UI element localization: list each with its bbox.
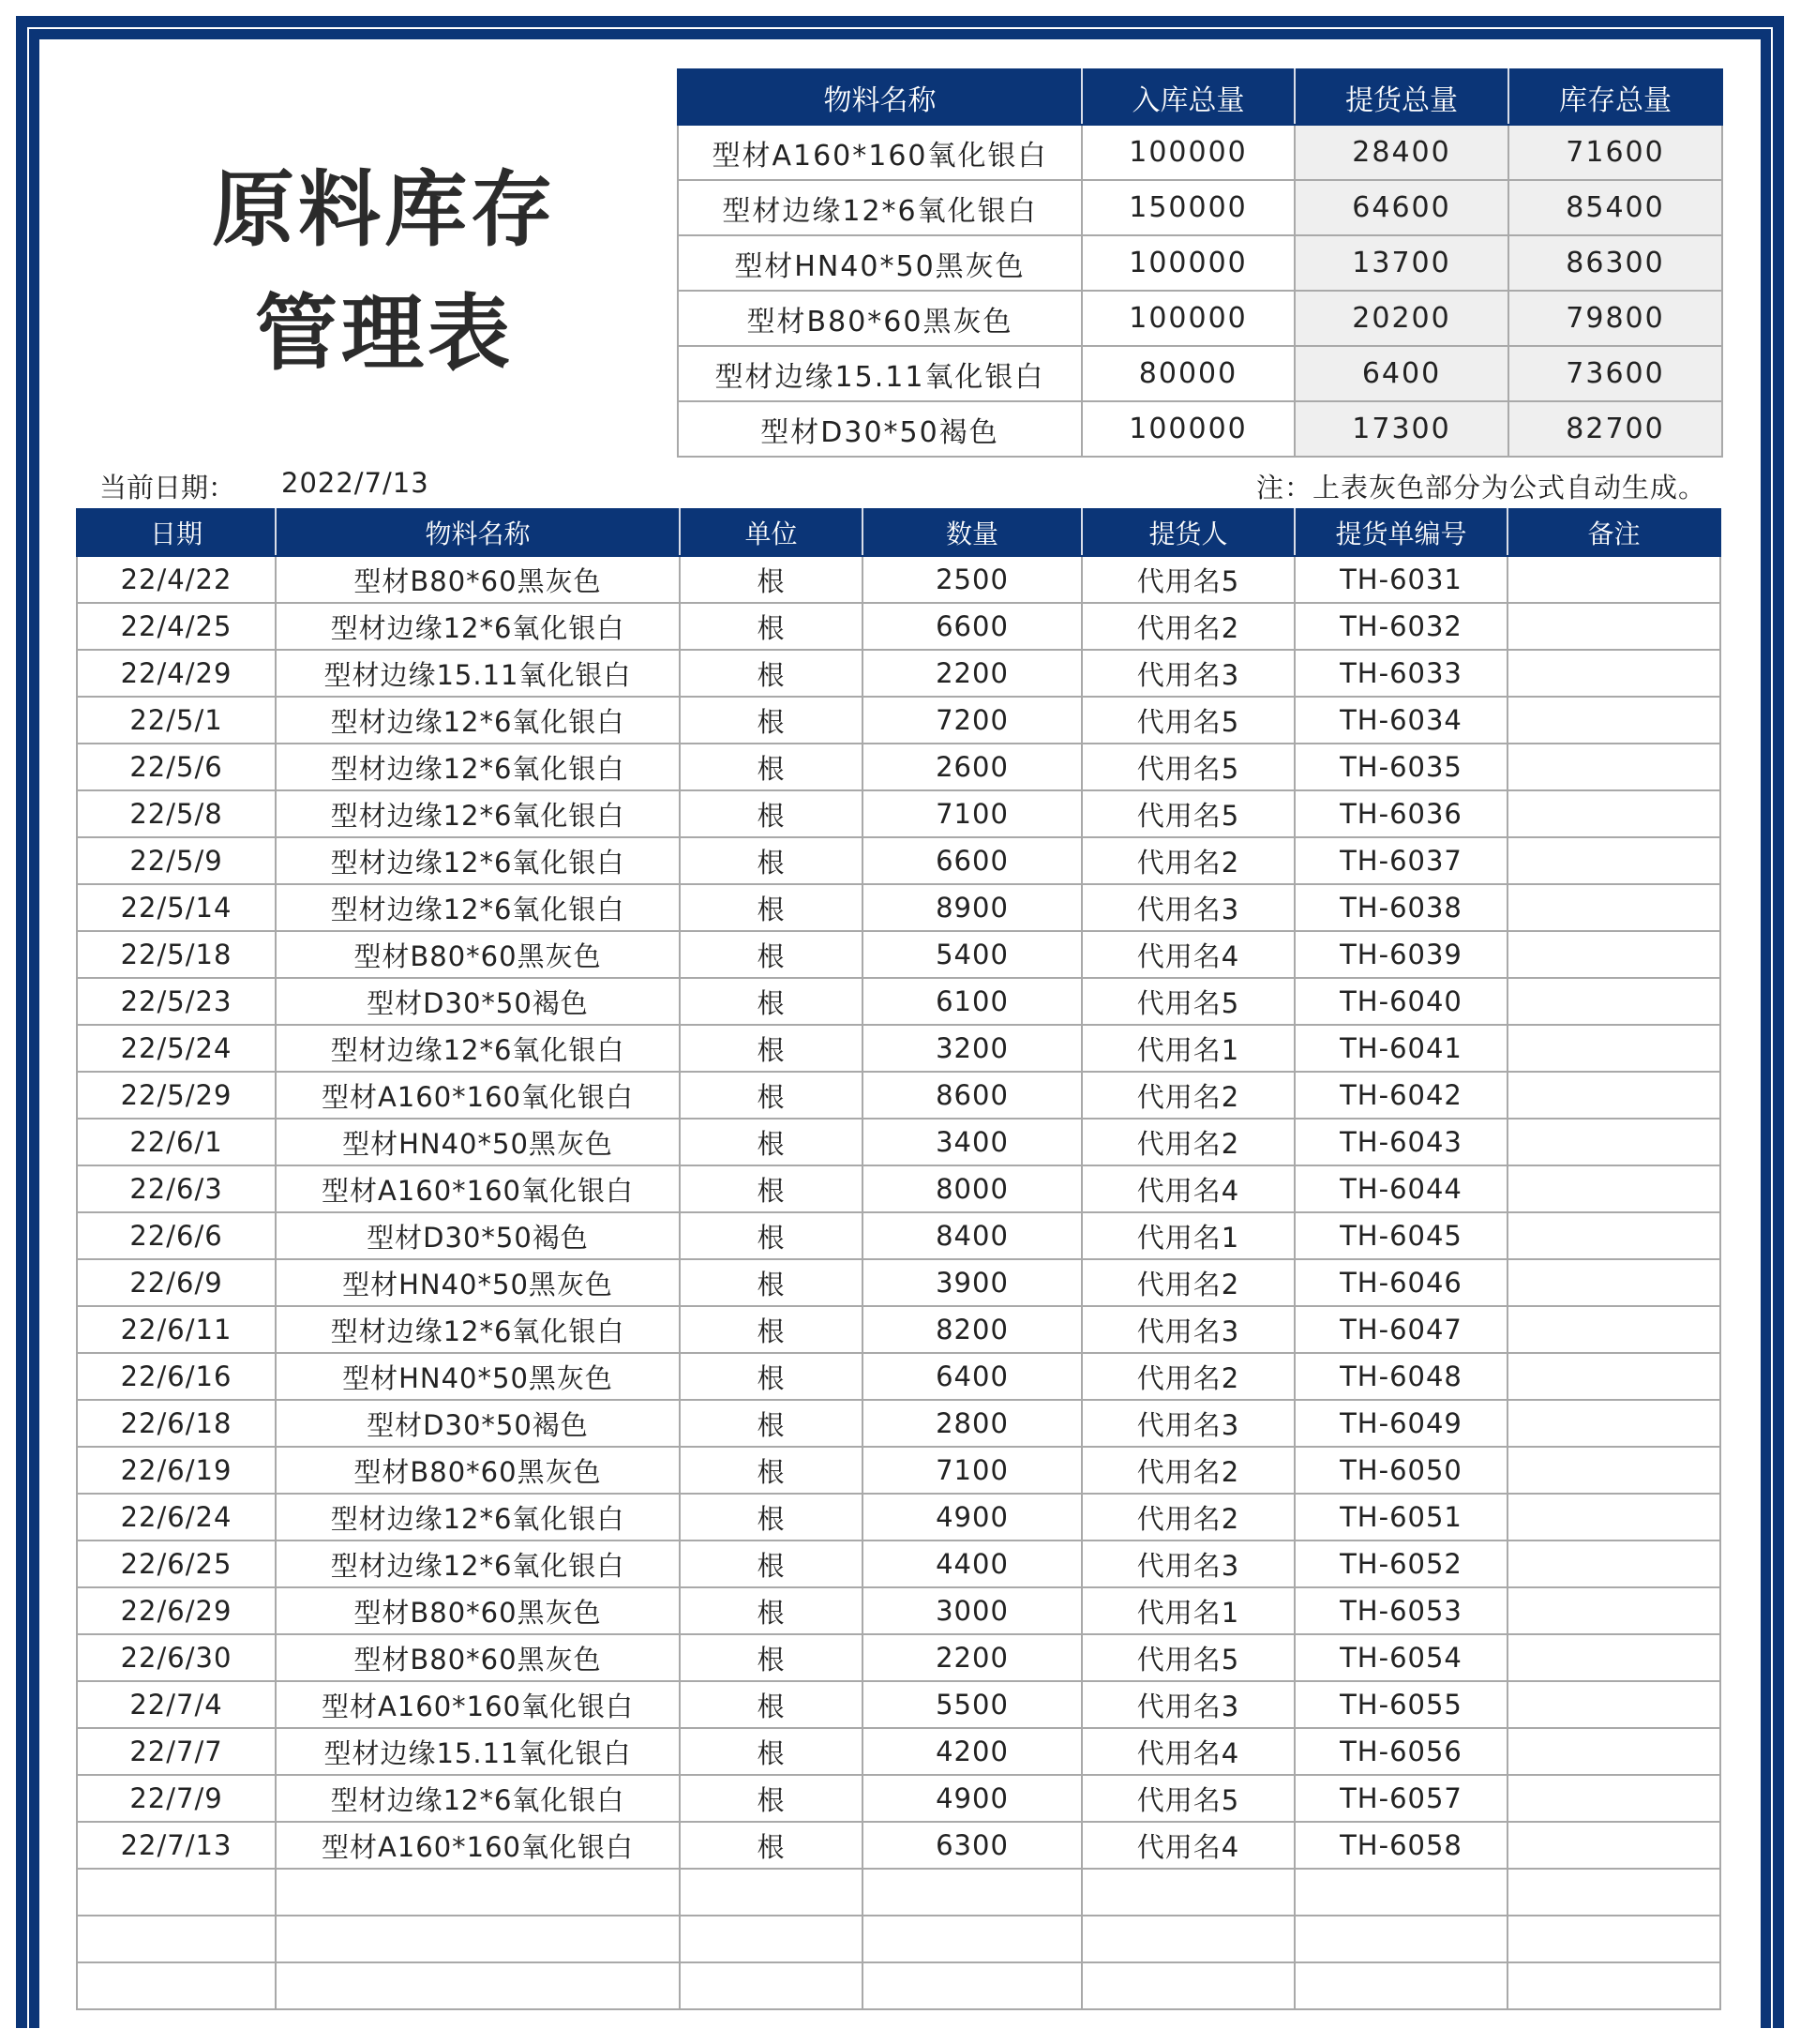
- ledger-cell-remark[interactable]: [1508, 1494, 1720, 1541]
- ledger-cell-remark[interactable]: [1508, 1306, 1720, 1353]
- summary-row: [678, 180, 1722, 235]
- ledger-cell-unit[interactable]: 根: [680, 931, 862, 978]
- ledger-cell-order-no[interactable]: TH-6042: [1295, 1072, 1508, 1119]
- ledger-cell-picker[interactable]: 代用名5: [1082, 556, 1295, 603]
- summary-cell-outbound[interactable]: 64600: [1295, 180, 1508, 235]
- ledger-cell-date[interactable]: 22/6/25: [77, 1541, 276, 1587]
- ledger-cell-date[interactable]: 22/7/9: [77, 1775, 276, 1822]
- ledger-cell-quantity[interactable]: 4900: [862, 1775, 1082, 1822]
- ledger-cell-unit[interactable]: 根: [680, 1587, 862, 1634]
- ledger-row: [77, 744, 1720, 790]
- ledger-cell-date[interactable]: 22/6/30: [77, 1634, 276, 1681]
- ledger-cell-remark[interactable]: [1508, 1353, 1720, 1400]
- ledger-row: [77, 603, 1720, 650]
- ledger-cell-quantity[interactable]: 3200: [862, 1025, 1082, 1072]
- summary-cell-material[interactable]: 型材D30*50褐色: [678, 401, 1082, 457]
- ledger-cell-date[interactable]: [77, 1962, 276, 2009]
- ledger-cell-quantity[interactable]: 6600: [862, 837, 1082, 884]
- ledger-cell-unit[interactable]: 根: [680, 1541, 862, 1587]
- current-date-label: 当前日期：: [99, 472, 236, 503]
- ledger-cell-order-no[interactable]: TH-6056: [1295, 1728, 1508, 1775]
- ledger-cell-picker[interactable]: 代用名2: [1082, 1072, 1295, 1119]
- ledger-cell-order-no[interactable]: TH-6053: [1295, 1587, 1508, 1634]
- ledger-cell-unit[interactable]: 根: [680, 1353, 862, 1400]
- summary-cell-inbound[interactable]: 100000: [1082, 235, 1295, 291]
- ledger-cell-material[interactable]: 型材B80*60黑灰色: [276, 556, 680, 603]
- ledger-cell-date[interactable]: 22/6/24: [77, 1494, 276, 1541]
- ledger-cell-order-no[interactable]: TH-6050: [1295, 1447, 1508, 1494]
- ledger-row: [77, 1634, 1720, 1681]
- ledger-cell-date[interactable]: 22/5/6: [77, 744, 276, 790]
- ledger-cell-date[interactable]: 22/6/16: [77, 1353, 276, 1400]
- ledger-cell-order-no[interactable]: TH-6043: [1295, 1119, 1508, 1165]
- ledger-cell-unit[interactable]: 根: [680, 556, 862, 603]
- ledger-cell-order-no[interactable]: TH-6051: [1295, 1494, 1508, 1541]
- summary-row: [678, 291, 1722, 346]
- ledger-cell-unit[interactable]: 根: [680, 1212, 862, 1259]
- ledger-cell-quantity[interactable]: [862, 1869, 1082, 1916]
- ledger-cell-quantity[interactable]: 7100: [862, 1447, 1082, 1494]
- ledger-cell-picker[interactable]: 代用名2: [1082, 1447, 1295, 1494]
- ledger-cell-picker[interactable]: 代用名5: [1082, 744, 1295, 790]
- summary-cell-inbound[interactable]: 100000: [1082, 401, 1295, 457]
- ledger-cell-remark[interactable]: [1508, 1447, 1720, 1494]
- ledger-row: [77, 837, 1720, 884]
- ledger-cell-order-no[interactable]: TH-6041: [1295, 1025, 1508, 1072]
- ledger-row: [77, 1962, 1720, 2009]
- summary-cell-stock[interactable]: 71600: [1508, 125, 1722, 180]
- ledger-cell-order-no[interactable]: TH-6033: [1295, 650, 1508, 697]
- ledger-cell-quantity[interactable]: 7100: [862, 790, 1082, 837]
- summary-header-stock: 库存总量: [1508, 69, 1722, 125]
- ledger-cell-unit[interactable]: 根: [680, 1400, 862, 1447]
- ledger-row: [77, 978, 1720, 1025]
- ledger-row: [77, 1916, 1720, 1962]
- ledger-cell-unit[interactable]: 根: [680, 1775, 862, 1822]
- ledger-cell-remark[interactable]: [1508, 837, 1720, 884]
- ledger-table: [76, 508, 1721, 2010]
- ledger-header-remark: 备注: [1508, 509, 1720, 556]
- ledger-cell-picker[interactable]: 代用名5: [1082, 1775, 1295, 1822]
- ledger-cell-remark[interactable]: [1508, 1259, 1720, 1306]
- summary-cell-inbound[interactable]: 100000: [1082, 291, 1295, 346]
- ledger-cell-quantity[interactable]: 2200: [862, 1634, 1082, 1681]
- ledger-cell-material[interactable]: 型材边缘12*6氧化银白: [276, 884, 680, 931]
- ledger-header-date: 日期: [77, 509, 276, 556]
- ledger-row: [77, 884, 1720, 931]
- ledger-cell-material[interactable]: 型材D30*50褐色: [276, 1212, 680, 1259]
- summary-cell-stock[interactable]: 82700: [1508, 401, 1722, 457]
- ledger-cell-picker[interactable]: 代用名2: [1082, 1119, 1295, 1165]
- ledger-cell-unit[interactable]: [680, 1869, 862, 1916]
- ledger-cell-quantity[interactable]: 2600: [862, 744, 1082, 790]
- ledger-cell-unit[interactable]: 根: [680, 1494, 862, 1541]
- ledger-cell-order-no[interactable]: TH-6040: [1295, 978, 1508, 1025]
- ledger-cell-quantity[interactable]: 5500: [862, 1681, 1082, 1728]
- ledger-row: [77, 1353, 1720, 1400]
- ledger-cell-order-no[interactable]: TH-6046: [1295, 1259, 1508, 1306]
- ledger-cell-remark[interactable]: [1508, 1119, 1720, 1165]
- ledger-cell-date[interactable]: 22/5/14: [77, 884, 276, 931]
- ledger-cell-remark[interactable]: [1508, 697, 1720, 744]
- ledger-cell-quantity[interactable]: 6400: [862, 1353, 1082, 1400]
- ledger-cell-remark[interactable]: [1508, 1822, 1720, 1869]
- ledger-cell-quantity[interactable]: 4400: [862, 1541, 1082, 1587]
- ledger-cell-order-no[interactable]: TH-6032: [1295, 603, 1508, 650]
- ledger-row: [77, 1541, 1720, 1587]
- ledger-cell-order-no[interactable]: TH-6044: [1295, 1165, 1508, 1212]
- ledger-row: [77, 697, 1720, 744]
- formula-note: 注：上表灰色部分为公式自动生成。: [1255, 472, 1706, 503]
- ledger-cell-date[interactable]: 22/5/23: [77, 978, 276, 1025]
- ledger-cell-remark[interactable]: [1508, 1400, 1720, 1447]
- ledger-cell-remark[interactable]: [1508, 1165, 1720, 1212]
- ledger-cell-unit[interactable]: 根: [680, 1822, 862, 1869]
- ledger-cell-remark[interactable]: [1508, 1869, 1720, 1916]
- summary-cell-outbound[interactable]: 20200: [1295, 291, 1508, 346]
- ledger-cell-material[interactable]: 型材边缘12*6氧化银白: [276, 837, 680, 884]
- ledger-cell-unit[interactable]: 根: [680, 1119, 862, 1165]
- ledger-cell-date[interactable]: 22/6/19: [77, 1447, 276, 1494]
- summary-cell-material[interactable]: 型材A160*160氧化银白: [678, 125, 1082, 180]
- ledger-cell-remark[interactable]: [1508, 1587, 1720, 1634]
- ledger-row: [77, 1119, 1720, 1165]
- summary-cell-outbound[interactable]: 17300: [1295, 401, 1508, 457]
- ledger-row: [77, 1212, 1720, 1259]
- ledger-cell-unit[interactable]: 根: [680, 1306, 862, 1353]
- ledger-cell-unit[interactable]: 根: [680, 1634, 862, 1681]
- ledger-cell-remark[interactable]: [1508, 790, 1720, 837]
- ledger-cell-picker[interactable]: 代用名5: [1082, 978, 1295, 1025]
- ledger-cell-quantity[interactable]: 4900: [862, 1494, 1082, 1541]
- ledger-cell-order-no[interactable]: TH-6037: [1295, 837, 1508, 884]
- ledger-cell-date[interactable]: 22/5/1: [77, 697, 276, 744]
- ledger-cell-picker[interactable]: 代用名1: [1082, 1587, 1295, 1634]
- ledger-cell-unit[interactable]: 根: [680, 1025, 862, 1072]
- ledger-cell-order-no[interactable]: TH-6036: [1295, 790, 1508, 837]
- ledger-cell-quantity[interactable]: 8000: [862, 1165, 1082, 1212]
- ledger-cell-material[interactable]: 型材边缘15.11氧化银白: [276, 650, 680, 697]
- ledger-cell-picker[interactable]: 代用名2: [1082, 837, 1295, 884]
- ledger-cell-remark[interactable]: [1508, 978, 1720, 1025]
- ledger-cell-material[interactable]: 型材边缘12*6氧化银白: [276, 603, 680, 650]
- ledger-cell-picker[interactable]: 代用名3: [1082, 650, 1295, 697]
- ledger-row: [77, 1728, 1720, 1775]
- ledger-cell-material[interactable]: 型材边缘15.11氧化银白: [276, 1728, 680, 1775]
- ledger-row: [77, 1775, 1720, 1822]
- ledger-cell-picker[interactable]: 代用名3: [1082, 1306, 1295, 1353]
- ledger-cell-date[interactable]: [77, 1916, 276, 1962]
- ledger-cell-material[interactable]: [276, 1869, 680, 1916]
- ledger-cell-remark[interactable]: [1508, 1025, 1720, 1072]
- ledger-cell-order-no[interactable]: TH-6052: [1295, 1541, 1508, 1587]
- ledger-row: [77, 1306, 1720, 1353]
- ledger-cell-unit[interactable]: 根: [680, 1447, 862, 1494]
- ledger-row: [77, 1587, 1720, 1634]
- ledger-row: [77, 1447, 1720, 1494]
- ledger-cell-quantity[interactable]: 3400: [862, 1119, 1082, 1165]
- ledger-row: [77, 1681, 1720, 1728]
- ledger-cell-material[interactable]: 型材B80*60黑灰色: [276, 1447, 680, 1494]
- summary-cell-stock[interactable]: 73600: [1508, 346, 1722, 401]
- ledger-cell-quantity[interactable]: 6600: [862, 603, 1082, 650]
- ledger-cell-date[interactable]: 22/5/29: [77, 1072, 276, 1119]
- ledger-cell-material[interactable]: 型材B80*60黑灰色: [276, 1634, 680, 1681]
- ledger-cell-unit[interactable]: [680, 1916, 862, 1962]
- ledger-row: [77, 1072, 1720, 1119]
- ledger-cell-order-no[interactable]: TH-6048: [1295, 1353, 1508, 1400]
- ledger-header-material: 物料名称: [276, 509, 680, 556]
- ledger-cell-date[interactable]: 22/6/18: [77, 1400, 276, 1447]
- current-date-value[interactable]: 2022/7/13: [281, 467, 429, 499]
- ledger-cell-picker[interactable]: 代用名2: [1082, 1494, 1295, 1541]
- ledger-cell-date[interactable]: 22/6/29: [77, 1587, 276, 1634]
- ledger-cell-date[interactable]: 22/6/11: [77, 1306, 276, 1353]
- ledger-cell-order-no[interactable]: TH-6049: [1295, 1400, 1508, 1447]
- ledger-cell-date[interactable]: 22/5/18: [77, 931, 276, 978]
- ledger-row: [77, 1822, 1720, 1869]
- page-title-line1: 原料库存: [211, 161, 557, 258]
- summary-header-outbound: 提货总量: [1295, 69, 1508, 125]
- ledger-cell-quantity[interactable]: [862, 1916, 1082, 1962]
- ledger-cell-material[interactable]: 型材B80*60黑灰色: [276, 1587, 680, 1634]
- ledger-cell-picker[interactable]: 代用名2: [1082, 1259, 1295, 1306]
- summary-table: [677, 68, 1723, 458]
- ledger-cell-remark[interactable]: [1508, 1916, 1720, 1962]
- ledger-cell-quantity[interactable]: 5400: [862, 931, 1082, 978]
- ledger-cell-date[interactable]: 22/7/4: [77, 1681, 276, 1728]
- ledger-cell-material[interactable]: 型材A160*160氧化银白: [276, 1165, 680, 1212]
- ledger-cell-unit[interactable]: 根: [680, 1728, 862, 1775]
- ledger-cell-quantity[interactable]: 7200: [862, 697, 1082, 744]
- ledger-cell-material[interactable]: 型材边缘12*6氧化银白: [276, 1306, 680, 1353]
- ledger-cell-picker[interactable]: 代用名4: [1082, 1728, 1295, 1775]
- ledger-cell-unit[interactable]: 根: [680, 837, 862, 884]
- ledger-cell-material[interactable]: 型材边缘12*6氧化银白: [276, 1775, 680, 1822]
- ledger-cell-picker[interactable]: 代用名2: [1082, 1353, 1295, 1400]
- ledger-cell-picker[interactable]: 代用名5: [1082, 790, 1295, 837]
- ledger-cell-unit[interactable]: 根: [680, 1259, 862, 1306]
- ledger-cell-remark[interactable]: [1508, 931, 1720, 978]
- ledger-cell-picker[interactable]: 代用名3: [1082, 884, 1295, 931]
- summary-cell-material[interactable]: 型材边缘12*6氧化银白: [678, 180, 1082, 235]
- summary-cell-material[interactable]: 型材B80*60黑灰色: [678, 291, 1082, 346]
- ledger-cell-unit[interactable]: 根: [680, 650, 862, 697]
- ledger-row: [77, 556, 1720, 603]
- summary-cell-material[interactable]: 型材边缘15.11氧化银白: [678, 346, 1082, 401]
- ledger-cell-unit[interactable]: 根: [680, 978, 862, 1025]
- ledger-cell-date[interactable]: 22/6/3: [77, 1165, 276, 1212]
- summary-row: [678, 401, 1722, 457]
- ledger-cell-quantity[interactable]: 8200: [862, 1306, 1082, 1353]
- ledger-row: [77, 1400, 1720, 1447]
- ledger-cell-picker[interactable]: 代用名3: [1082, 1400, 1295, 1447]
- ledger-cell-order-no[interactable]: TH-6039: [1295, 931, 1508, 978]
- ledger-header-order-no: 提货单编号: [1295, 509, 1508, 556]
- ledger-cell-material[interactable]: 型材边缘12*6氧化银白: [276, 697, 680, 744]
- ledger-cell-material[interactable]: 型材D30*50褐色: [276, 978, 680, 1025]
- ledger-cell-order-no[interactable]: TH-6058: [1295, 1822, 1508, 1869]
- ledger-cell-material[interactable]: 型材HN40*50黑灰色: [276, 1259, 680, 1306]
- ledger-row: [77, 1025, 1720, 1072]
- summary-row: [678, 346, 1722, 401]
- ledger-cell-date[interactable]: 22/6/6: [77, 1212, 276, 1259]
- ledger-cell-picker[interactable]: 代用名2: [1082, 603, 1295, 650]
- ledger-cell-quantity[interactable]: 8900: [862, 884, 1082, 931]
- summary-cell-stock[interactable]: 79800: [1508, 291, 1722, 346]
- summary-cell-inbound[interactable]: 100000: [1082, 125, 1295, 180]
- ledger-cell-quantity[interactable]: 3000: [862, 1587, 1082, 1634]
- ledger-cell-quantity[interactable]: 8600: [862, 1072, 1082, 1119]
- ledger-cell-material[interactable]: 型材D30*50褐色: [276, 1400, 680, 1447]
- ledger-cell-remark[interactable]: [1508, 744, 1720, 790]
- ledger-cell-quantity[interactable]: 4200: [862, 1728, 1082, 1775]
- ledger-cell-remark[interactable]: [1508, 1962, 1720, 2009]
- ledger-cell-remark[interactable]: [1508, 884, 1720, 931]
- ledger-cell-order-no[interactable]: TH-6038: [1295, 884, 1508, 931]
- ledger-cell-remark[interactable]: [1508, 1775, 1720, 1822]
- ledger-cell-material[interactable]: 型材HN40*50黑灰色: [276, 1119, 680, 1165]
- ledger-cell-material[interactable]: 型材边缘12*6氧化银白: [276, 744, 680, 790]
- ledger-cell-quantity[interactable]: 2500: [862, 556, 1082, 603]
- ledger-cell-unit[interactable]: 根: [680, 1681, 862, 1728]
- ledger-cell-date[interactable]: 22/5/24: [77, 1025, 276, 1072]
- ledger-cell-order-no[interactable]: [1295, 1962, 1508, 2009]
- summary-cell-material[interactable]: 型材HN40*50黑灰色: [678, 235, 1082, 291]
- ledger-cell-picker[interactable]: [1082, 1916, 1295, 1962]
- ledger-cell-quantity[interactable]: 6300: [862, 1822, 1082, 1869]
- summary-cell-stock[interactable]: 86300: [1508, 235, 1722, 291]
- ledger-cell-quantity[interactable]: 6100: [862, 978, 1082, 1025]
- ledger-row: [77, 1259, 1720, 1306]
- summary-cell-stock[interactable]: 85400: [1508, 180, 1722, 235]
- ledger-cell-date[interactable]: 22/4/22: [77, 556, 276, 603]
- ledger-cell-order-no[interactable]: [1295, 1869, 1508, 1916]
- summary-header-row: [678, 69, 1722, 125]
- ledger-cell-date[interactable]: 22/4/29: [77, 650, 276, 697]
- ledger-cell-unit[interactable]: 根: [680, 603, 862, 650]
- ledger-cell-material[interactable]: 型材A160*160氧化银白: [276, 1822, 680, 1869]
- ledger-cell-order-no[interactable]: TH-6045: [1295, 1212, 1508, 1259]
- summary-cell-outbound[interactable]: 13700: [1295, 235, 1508, 291]
- ledger-cell-picker[interactable]: [1082, 1962, 1295, 2009]
- ledger-cell-order-no[interactable]: TH-6047: [1295, 1306, 1508, 1353]
- ledger-row: [77, 1165, 1720, 1212]
- ledger-cell-quantity[interactable]: 3900: [862, 1259, 1082, 1306]
- ledger-cell-order-no[interactable]: TH-6055: [1295, 1681, 1508, 1728]
- ledger-header-picker: 提货人: [1082, 509, 1295, 556]
- ledger-cell-unit[interactable]: 根: [680, 697, 862, 744]
- ledger-cell-material[interactable]: 型材边缘12*6氧化银白: [276, 790, 680, 837]
- ledger-cell-date[interactable]: 22/6/1: [77, 1119, 276, 1165]
- ledger-cell-date[interactable]: 22/5/9: [77, 837, 276, 884]
- ledger-cell-order-no[interactable]: TH-6034: [1295, 697, 1508, 744]
- ledger-cell-material[interactable]: 型材A160*160氧化银白: [276, 1681, 680, 1728]
- ledger-cell-picker[interactable]: 代用名1: [1082, 1212, 1295, 1259]
- ledger-row: [77, 790, 1720, 837]
- ledger-cell-material[interactable]: [276, 1962, 680, 2009]
- summary-cell-outbound[interactable]: 28400: [1295, 125, 1508, 180]
- ledger-cell-material[interactable]: 型材边缘12*6氧化银白: [276, 1025, 680, 1072]
- ledger-cell-picker[interactable]: 代用名3: [1082, 1541, 1295, 1587]
- ledger-cell-remark[interactable]: [1508, 1212, 1720, 1259]
- ledger-cell-remark[interactable]: [1508, 556, 1720, 603]
- ledger-cell-order-no[interactable]: TH-6031: [1295, 556, 1508, 603]
- summary-row: [678, 235, 1722, 291]
- summary-row: [678, 125, 1722, 180]
- ledger-cell-picker[interactable]: 代用名5: [1082, 697, 1295, 744]
- summary-cell-inbound[interactable]: 150000: [1082, 180, 1295, 235]
- ledger-cell-picker[interactable]: 代用名4: [1082, 1165, 1295, 1212]
- ledger-cell-unit[interactable]: 根: [680, 744, 862, 790]
- ledger-cell-material[interactable]: [276, 1916, 680, 1962]
- ledger-cell-order-no[interactable]: [1295, 1916, 1508, 1962]
- ledger-cell-date[interactable]: 22/6/9: [77, 1259, 276, 1306]
- ledger-row: [77, 931, 1720, 978]
- ledger-cell-quantity[interactable]: [862, 1962, 1082, 2009]
- ledger-cell-unit[interactable]: 根: [680, 884, 862, 931]
- ledger-cell-unit[interactable]: 根: [680, 790, 862, 837]
- ledger-cell-order-no[interactable]: TH-6035: [1295, 744, 1508, 790]
- ledger-cell-quantity[interactable]: 2800: [862, 1400, 1082, 1447]
- ledger-cell-date[interactable]: [77, 1869, 276, 1916]
- ledger-cell-date[interactable]: 22/7/7: [77, 1728, 276, 1775]
- summary-header-inbound: 入库总量: [1082, 69, 1295, 125]
- ledger-cell-picker[interactable]: 代用名5: [1082, 1634, 1295, 1681]
- ledger-cell-remark[interactable]: [1508, 650, 1720, 697]
- ledger-cell-remark[interactable]: [1508, 1681, 1720, 1728]
- ledger-cell-remark[interactable]: [1508, 603, 1720, 650]
- ledger-cell-material[interactable]: 型材A160*160氧化银白: [276, 1072, 680, 1119]
- ledger-cell-picker[interactable]: [1082, 1869, 1295, 1916]
- ledger-cell-remark[interactable]: [1508, 1541, 1720, 1587]
- ledger-cell-picker[interactable]: 代用名4: [1082, 1822, 1295, 1869]
- ledger-cell-unit[interactable]: 根: [680, 1072, 862, 1119]
- ledger-cell-picker[interactable]: 代用名3: [1082, 1681, 1295, 1728]
- ledger-cell-material[interactable]: 型材B80*60黑灰色: [276, 931, 680, 978]
- summary-header-material: 物料名称: [678, 69, 1082, 125]
- ledger-cell-date[interactable]: 22/4/25: [77, 603, 276, 650]
- ledger-cell-order-no[interactable]: TH-6054: [1295, 1634, 1508, 1681]
- ledger-cell-date[interactable]: 22/7/13: [77, 1822, 276, 1869]
- ledger-cell-picker[interactable]: 代用名1: [1082, 1025, 1295, 1072]
- ledger-cell-remark[interactable]: [1508, 1728, 1720, 1775]
- ledger-cell-date[interactable]: 22/5/8: [77, 790, 276, 837]
- ledger-cell-material[interactable]: 型材边缘12*6氧化银白: [276, 1541, 680, 1587]
- page-title-line2: 管理表: [254, 285, 514, 382]
- ledger-header-quantity: 数量: [862, 509, 1082, 556]
- ledger-row: [77, 1869, 1720, 1916]
- ledger-cell-picker[interactable]: 代用名4: [1082, 931, 1295, 978]
- ledger-cell-material[interactable]: 型材HN40*50黑灰色: [276, 1353, 680, 1400]
- ledger-header-unit: 单位: [680, 509, 862, 556]
- ledger-cell-unit[interactable]: 根: [680, 1165, 862, 1212]
- summary-cell-inbound[interactable]: 80000: [1082, 346, 1295, 401]
- ledger-cell-remark[interactable]: [1508, 1072, 1720, 1119]
- ledger-row: [77, 650, 1720, 697]
- ledger-cell-order-no[interactable]: TH-6057: [1295, 1775, 1508, 1822]
- ledger-cell-unit[interactable]: [680, 1962, 862, 2009]
- ledger-row: [77, 1494, 1720, 1541]
- ledger-cell-remark[interactable]: [1508, 1634, 1720, 1681]
- summary-cell-outbound[interactable]: 6400: [1295, 346, 1508, 401]
- ledger-cell-quantity[interactable]: 2200: [862, 650, 1082, 697]
- ledger-cell-quantity[interactable]: 8400: [862, 1212, 1082, 1259]
- ledger-header-row: [77, 509, 1720, 556]
- ledger-cell-material[interactable]: 型材边缘12*6氧化银白: [276, 1494, 680, 1541]
